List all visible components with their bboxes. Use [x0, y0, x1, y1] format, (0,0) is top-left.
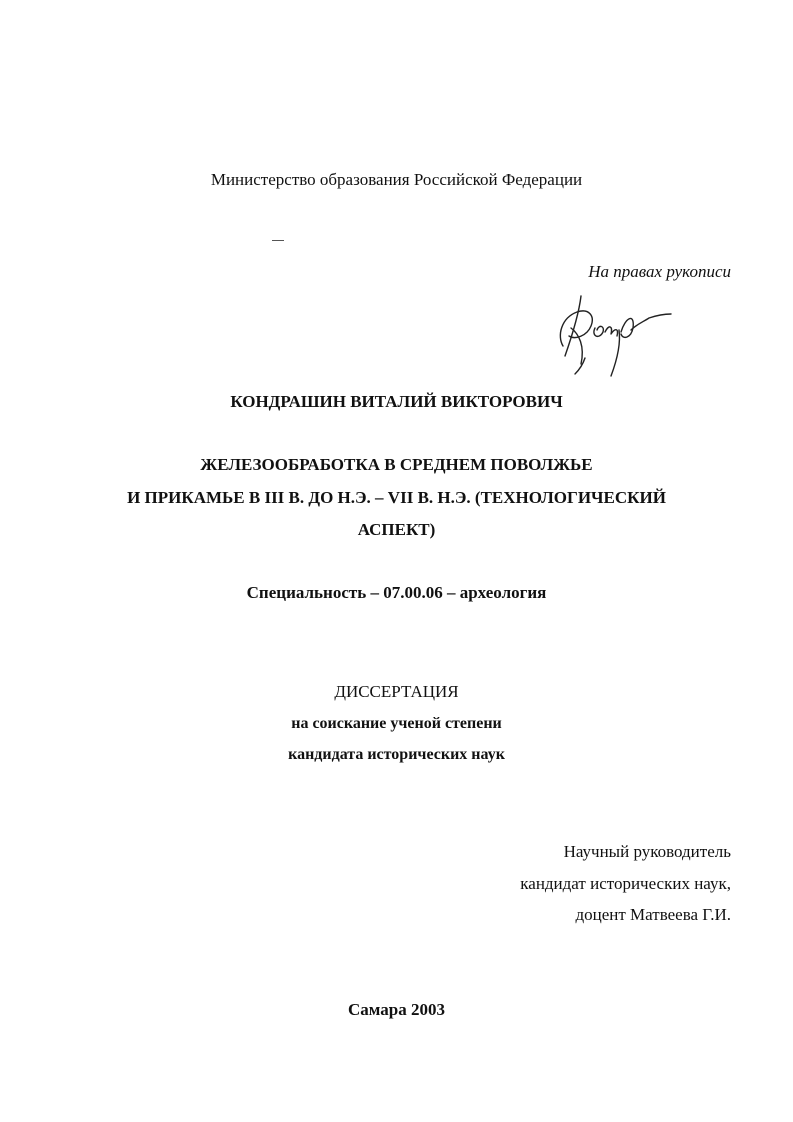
supervisor-role: Научный руководитель: [563, 842, 731, 861]
author-name: КОНДРАШИН ВИТАЛИЙ ВИКТОРОВИЧ: [230, 392, 563, 411]
degree-line-1: на соискание ученой степени: [291, 715, 502, 732]
thesis-title-line-1: ЖЕЛЕЗООБРАБОТКА В СРЕДНЕМ ПОВОЛЖЬЕ: [200, 455, 593, 474]
handwritten-signature-icon: [555, 288, 675, 378]
ministry-name: Министерство образования Российской Федерации: [210, 170, 583, 189]
supervisor-name: доцент Матвеева Г.И.: [575, 905, 731, 924]
rights-note: На правах рукописи: [588, 262, 731, 281]
scan-speck: [272, 240, 284, 241]
degree-line-2: кандидата исторических наук: [288, 746, 505, 763]
dissertation-type: ДИССЕРТАЦИЯ: [334, 682, 459, 701]
thesis-title-line-2: И ПРИКАМЬЕ В III В. ДО Н.Э. – VII В. Н.Э. (ТЕХНОЛОГИЧЕСКИЙ: [127, 488, 666, 507]
thesis-title-line-3: АСПЕКТ): [357, 520, 436, 539]
specialty: Специальность – 07.00.06 – археология: [246, 583, 547, 602]
city-year: Самара 2003: [348, 1000, 445, 1019]
supervisor-degree: кандидат исторических наук,: [520, 874, 731, 893]
